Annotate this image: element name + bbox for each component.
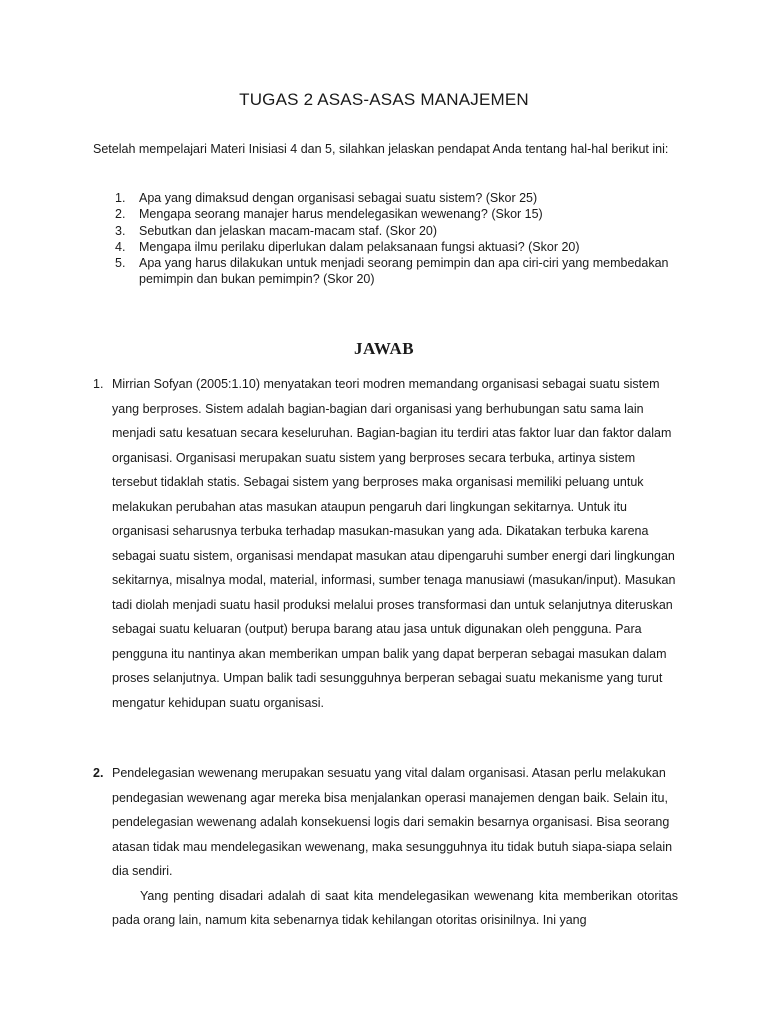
question-text: Sebutkan dan jelaskan macam-macam staf. (Skor 20) bbox=[139, 223, 438, 238]
question-text: Apa yang harus dilakukan untuk menjadi seorang pemimpin dan apa ciri-ciri yang membedakan pemimpin dan bukan pemimpin? (Skor 20) bbox=[139, 256, 669, 287]
answer-paragraph: Yang penting disadari adalah di saat kita mendelegasikan wewenang kita memberikan otoritas pada orang lain, namum kita sebenarnya tidak kehilangan otoritas orisinilnya. Ini yang bbox=[112, 888, 678, 927]
question-number: 4. bbox=[115, 239, 126, 254]
answer-paragraph: Pendelegasian wewenang merupakan sesuatu yang vital dalam organisasi. Atasan perlu melakukan pendegasian wewenang agar mereka bisa menjalankan operasi manajemen dengan baik. Selain itu, pendelegasian wewenang adalah konsekuensi logis dari semakin besarnya organisasi. Bisa seorang atasan tidak mau mendelegasikan wewenang, maka sesungguhnya itu tidak butuh siapa-siapa selain dia sendiri. bbox=[112, 766, 673, 878]
question-text: Mengapa ilmu perilaku diperlukan dalam pelaksanaan fungsi aktuasi? (Skor 20) bbox=[139, 239, 580, 254]
list-item bbox=[93, 190, 678, 206]
list-item bbox=[93, 223, 678, 239]
list-item bbox=[93, 239, 678, 255]
answer-block bbox=[93, 761, 678, 933]
answer-heading: JAWAB bbox=[353, 339, 415, 358]
answer-number: 2. bbox=[93, 766, 104, 780]
page-title: TUGAS 2 ASAS-ASAS MANAJEMEN bbox=[239, 90, 529, 109]
list-item bbox=[93, 206, 678, 222]
question-number: 2. bbox=[115, 207, 126, 222]
question-list bbox=[93, 190, 678, 288]
list-item bbox=[93, 255, 678, 288]
question-text: Apa yang dimaksud dengan organisasi sebagai suatu sistem? (Skor 25) bbox=[139, 191, 538, 205]
intro-paragraph: Setelah mempelajari Materi Inisiasi 4 dan 5, silahkan jelaskan pendapat Anda tentang hal-hal berikut ini: bbox=[93, 142, 669, 156]
question-number: 1. bbox=[115, 191, 126, 205]
question-text: Mengapa seorang manajer harus mendelegasikan wewenang? (Skor 15) bbox=[139, 207, 543, 222]
question-number: 5. bbox=[115, 256, 126, 271]
answer-block bbox=[93, 372, 678, 715]
question-number: 3. bbox=[115, 223, 126, 238]
answer-number: 1. bbox=[93, 377, 104, 391]
answer-paragraph: Mirrian Sofyan (2005:1.10) menyatakan teori modren memandang organisasi sebagai suatu sistem yang berproses. Sistem adalah bagian-bagian dari organisasi yang berhubungan satu sama lain menjadi satu kesatuan secara keseluruhan. Bagian-bagian itu terdiri atas faktor luar dan faktor dalam organisasi. Organisasi merupakan suatu sistem yang berproses secara terbuka, artinya sistem tersebut tidaklah statis. Sebagai sistem yang berproses maka organisasi memiliki peluang untuk melakukan perubahan atas masukan ataupun pengaruh dari lingkungan sekitarnya. Untuk itu organisasi seharusnya terbuka terhadap masukan-masukan yang ada. Dikatakan terbuka karena sebagai suatu sistem, organisasi mendapat masukan atau dipengaruhi sumber energi dari lingkungan sekitarnya, misalnya modal, material, informasi, sumber tenaga manusiawi (masukan/input). Masukan tadi diolah menjadi suatu hasil produksi melalui proses transformasi dan untuk selanjutnya diteruskan sebagai suatu keluaran (output) berupa barang atau jasa untuk digunakan oleh pengguna. Para pengguna itu nantinya akan memberikan umpan balik yang dapat berperan sebagai masukan dalam proses selanjutnya. Umpan balik tadi sesungguhnya berperan sebagai suatu mekanisme yang turut mengatur kehidupan suatu organisasi. bbox=[112, 377, 676, 710]
